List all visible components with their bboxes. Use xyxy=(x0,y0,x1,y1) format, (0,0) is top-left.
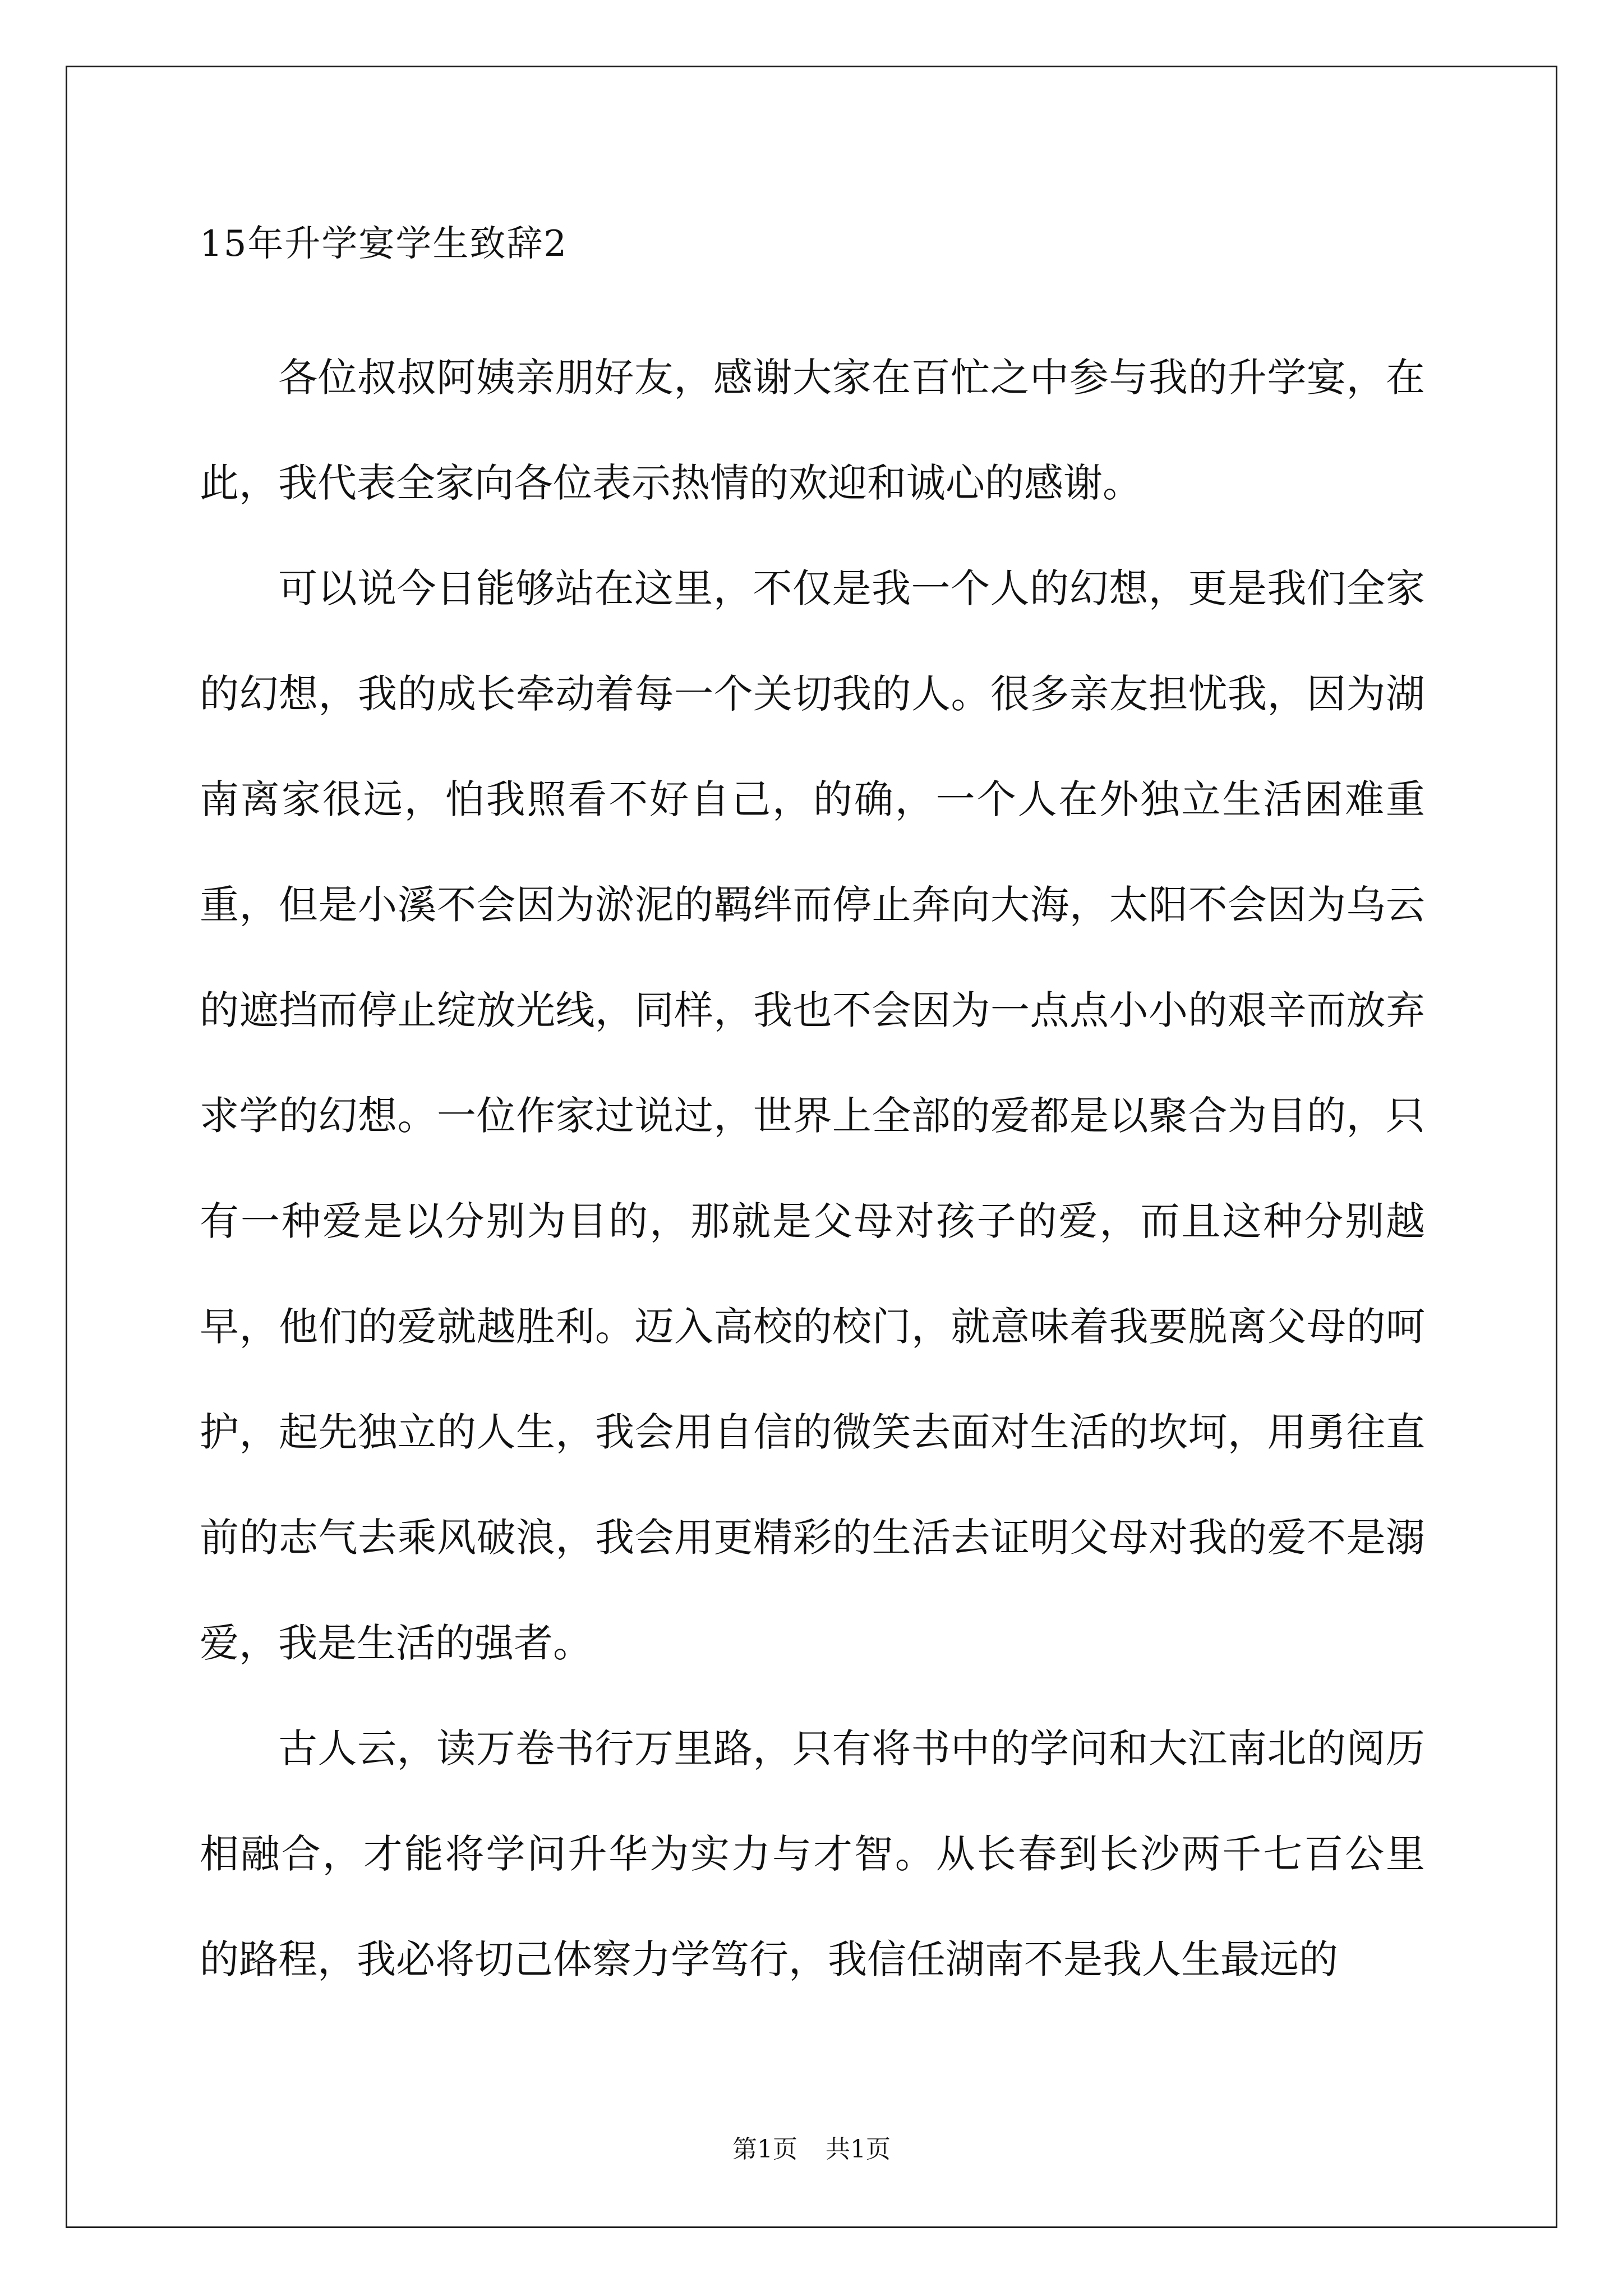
page-number: 第1页 xyxy=(732,2135,797,2164)
paragraph-2: 可以说今日能够站在这里，不仅是我一个人的幻想，更是我们全家的幻想，我的成长牵动着每一个关切我的人。很多亲友担忧我，因为湖南离家很远，怕我照看不好自己，的确，一个人在外独立生活困难重重，但是小溪不会因为淤泥的羁绊而停止奔向大海，太阳不会因为乌云的遮挡而停止绽放光线，同样，我也不会因为一点点小小的艰辛而放弃求学的幻想。一位作家过说过，世界上全部的爱都是以聚合为目的，只有一种爱是以分别为目的，那就是父母对孩子的爱，而且这种分别越早，他们的爱就越胜利。迈入高校的校门，就意味着我要脱离父母的呵护，起先独立的人生，我会用自信的微笑去面对生活的坎坷，用勇往直前的志气去乘风破浪，我会用更精彩的生活去证明父母对我的爱不是溺爱，我是生活的强者。 xyxy=(200,565,1425,1666)
document-title: 15年升学宴学生致辞2 xyxy=(200,223,568,265)
document-body xyxy=(200,216,1425,2012)
paragraph-3: 古人云，读万卷书行万里路，只有将书中的学问和大江南北的阅历相融合，才能将学问升华为实力与才智。从长春到长沙两千七百公里 的路程，我必将切己体察力学笃行，我信任湖南不是我人生最远的 xyxy=(200,1726,1425,1982)
page-total: 共1页 xyxy=(826,2135,891,2164)
paragraph-1: 各位叔叔阿姨亲朋好友，感谢大家在百忙之中参与我的升学宴，在此，我代表全家向各位表示热情的欢迎和诚心的感谢。 xyxy=(200,355,1425,506)
page-footer xyxy=(0,2129,1623,2165)
